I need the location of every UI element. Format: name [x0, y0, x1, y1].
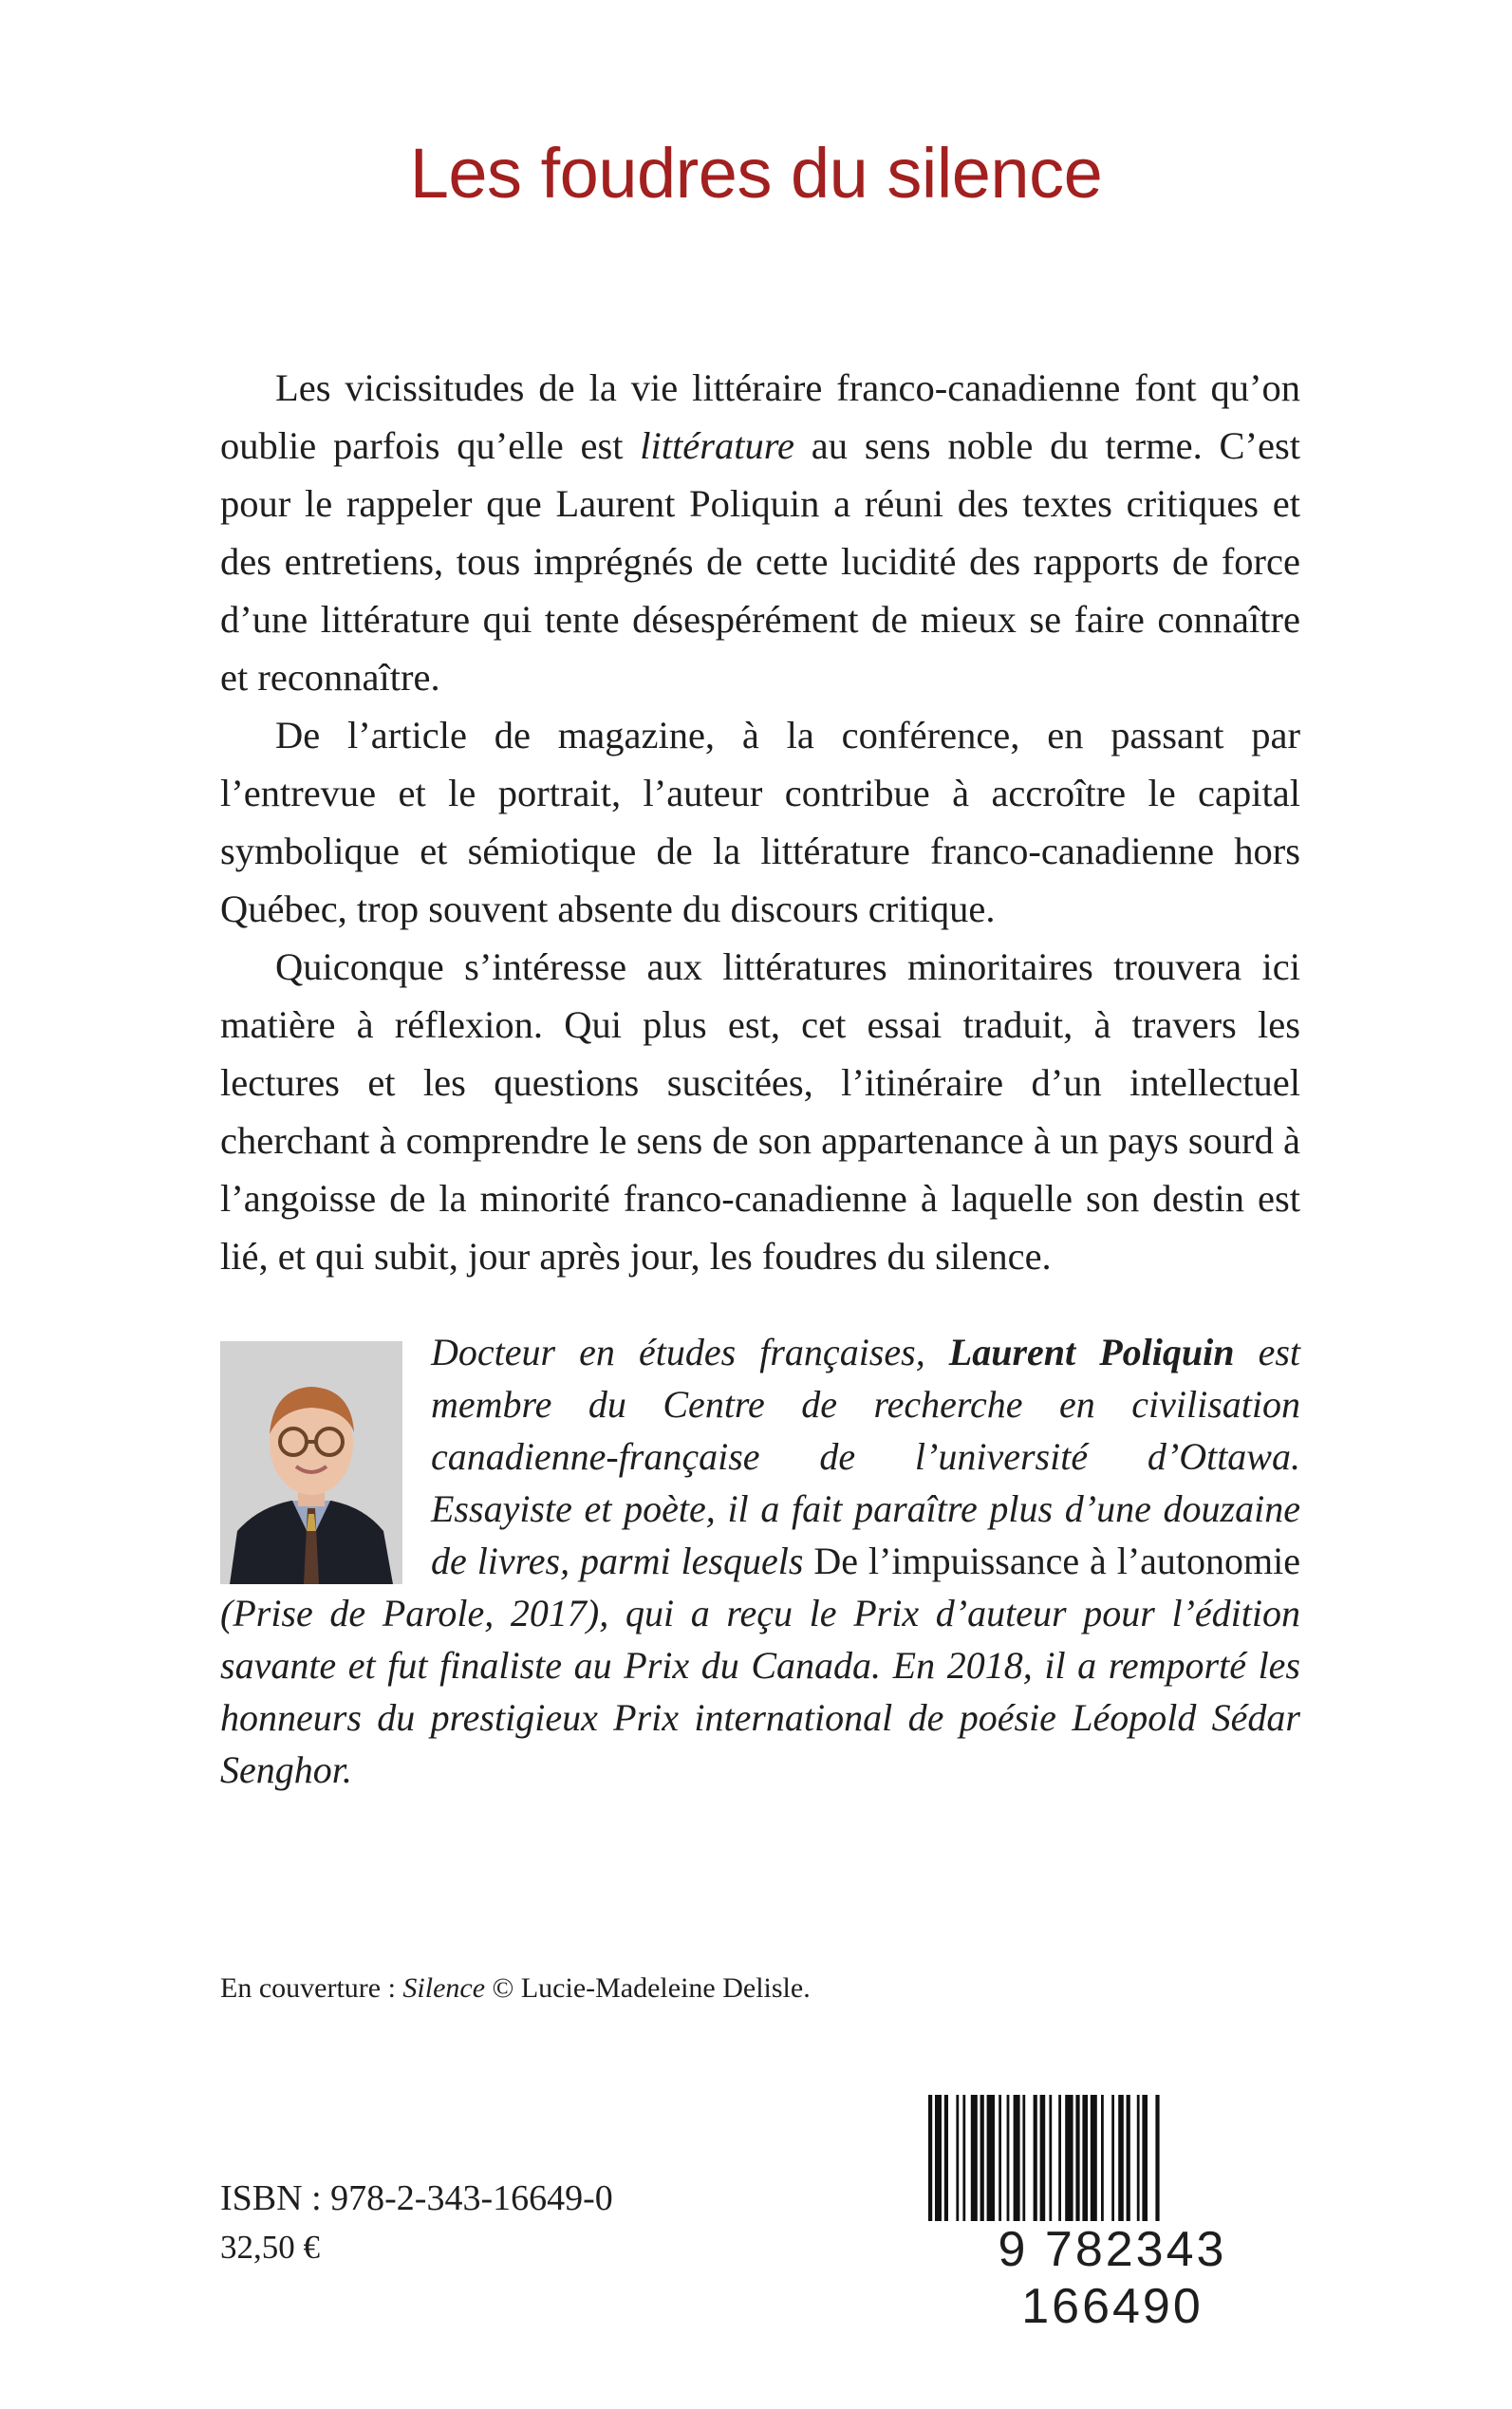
price: 32,50 €: [220, 2229, 320, 2266]
book-title: Les foudres du silence: [409, 134, 1103, 213]
photo-spacer: [220, 1326, 431, 1587]
emphasis-litterature: littérature: [640, 424, 795, 467]
author-name: Laurent Poliquin: [948, 1331, 1235, 1373]
summary-paragraph-3: Quiconque s’intéresse aux littératures minoritaires trouvera ici matière à réflexion. Qui plus est, cet essai traduit, à travers les lectures et les questions suscitées, l’itinéraire d’un intellectuel cherchant à comprendre le sens de son appartenance à un pays sourd à l’angoisse de la minorité franco-canadienne à laquelle son destin est lié, et qui subit, jour après jour, les foudres du silence.: [220, 945, 1301, 1278]
summary-paragraph-1: Les vicissitudes de la vie littéraire franco-canadienne font qu’on oublie parfois qu’elle est littérature au sens noble du terme. C’est pour le rappeler que Laurent Poliquin a réuni des textes critiques et des entretiens, tous imprégnés de cette lucidité des rapports de force d’une littérature qui tente désespérément de mieux se faire connaître et reconnaître.: [220, 366, 1300, 699]
cover-credit: En couverture : Silence © Lucie-Madeleine Delisle.: [220, 1972, 811, 2004]
back-cover-summary: [220, 359, 1300, 1285]
summary-paragraph-2: De l’article de magazine, à la conférence, en passant par l’entrevue et le portrait, l’auteur contribue à accroître le capital symbolique et sémiotique de la littérature franco-canadienne hors Québec, trop souvent absente du discours critique.: [220, 714, 1300, 930]
cover-work-title: Silence: [402, 1972, 486, 2004]
author-bio: [220, 1326, 1300, 1796]
isbn: ISBN : 978-2-343-16649-0: [220, 2178, 613, 2218]
book-reference: De l’impuissance à l’autonomie: [813, 1540, 1301, 1582]
author-bio-text: Docteur en études françaises, Laurent Poliquin est membre du Centre de recherche en civilisation canadienne-française de l’université d’Ottawa. Essayiste et poète, il a fait paraître plus d’une douzaine de livres, parmi lesquels De l’impuissance à l’autonomie (Prise de Parole, 2017), qui a reçu le Prix d’auteur pour l’édition savante et fut finaliste au Prix du Canada. En 2018, il a remporté les honneurs du prestigieux Prix international de poésie Léopold Sédar Senghor.: [220, 1331, 1301, 1791]
barcode-digits: 9 782343 166490: [913, 2221, 1312, 2335]
